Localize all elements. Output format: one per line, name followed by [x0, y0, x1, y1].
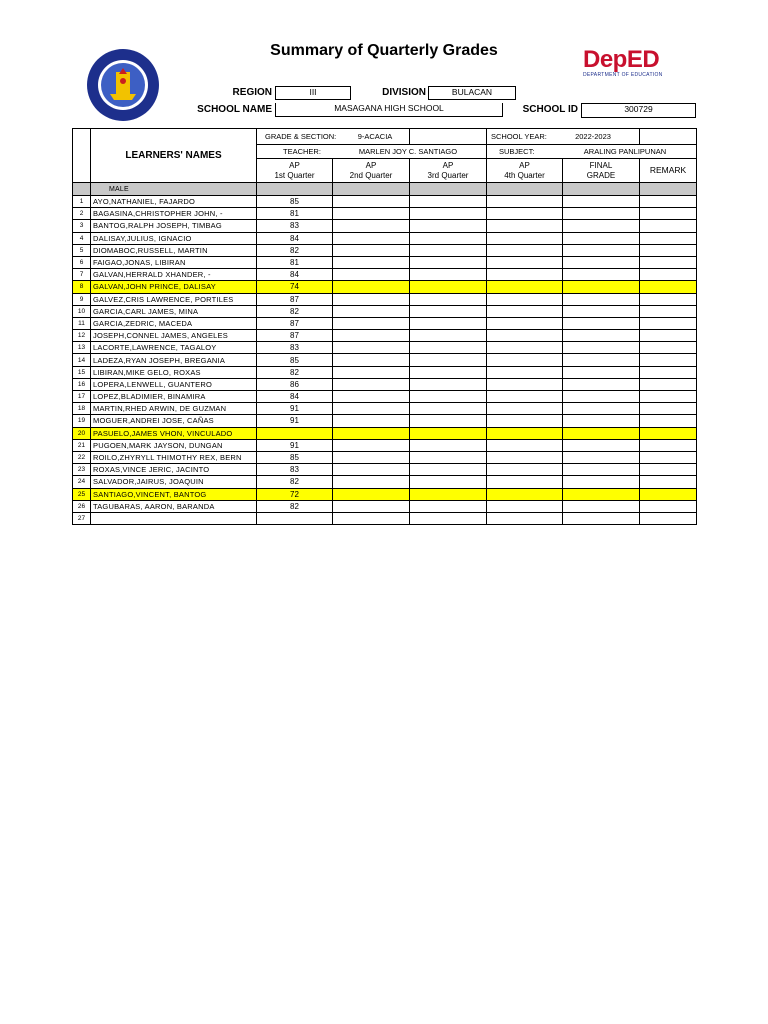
learner-name: ROILO,ZHYRYLL THIMOTHY REX, BERN — [91, 451, 257, 463]
q2-grade — [333, 293, 410, 305]
q4-grade — [487, 256, 563, 268]
q2-grade — [333, 354, 410, 366]
table-row — [73, 464, 697, 476]
q3-grade — [410, 256, 487, 268]
final-grade — [563, 403, 640, 415]
grade-section-label: GRADE & SECTION: — [265, 132, 337, 141]
final-grade-header — [563, 159, 640, 183]
final-grade — [563, 305, 640, 317]
learner-name: LOPERA,LENWELL, GUANTERO — [91, 378, 257, 390]
learner-name: LACORTE,LAWRENCE, TAGALOY — [91, 342, 257, 354]
remark — [640, 439, 697, 451]
row-number: 18 — [73, 403, 91, 415]
row-number: 20 — [73, 427, 91, 439]
q1-grade: 85 — [257, 196, 333, 208]
remark — [640, 330, 697, 342]
q3-header — [410, 159, 487, 183]
q4-grade — [487, 366, 563, 378]
deped-logo: DepED DEPARTMENT OF EDUCATION — [583, 46, 663, 78]
q3-grade — [410, 464, 487, 476]
remark — [640, 293, 697, 305]
final-grade — [563, 427, 640, 439]
q1-grade — [257, 512, 333, 524]
learner-name: LADEZA,RYAN JOSEPH, BREGANIA — [91, 354, 257, 366]
row-number: 22 — [73, 451, 91, 463]
row-number: 1 — [73, 196, 91, 208]
table-row — [73, 232, 697, 244]
remark — [640, 196, 697, 208]
remark — [640, 281, 697, 293]
q2-grade — [333, 196, 410, 208]
q1-header-bottom: 1st Quarter — [274, 170, 315, 180]
q1-grade: 84 — [257, 391, 333, 403]
region-label: REGION — [232, 87, 272, 98]
q4-header-bottom: 4th Quarter — [504, 170, 545, 180]
male-section-label: MALE — [91, 183, 257, 196]
final-grade — [563, 500, 640, 512]
learner-name: AYO,NATHANIEL, FAJARDO — [91, 196, 257, 208]
q2-grade — [333, 403, 410, 415]
row-number: 8 — [73, 281, 91, 293]
q4-grade — [487, 293, 563, 305]
row-number: 6 — [73, 256, 91, 268]
subject-cell — [487, 145, 697, 159]
learner-name: FAIGAO,JONAS, LIBIRAN — [91, 256, 257, 268]
remark — [640, 464, 697, 476]
q3-grade — [410, 293, 487, 305]
grades-table — [72, 128, 697, 525]
q4-grade — [487, 269, 563, 281]
row-number: 7 — [73, 269, 91, 281]
row-number: 2 — [73, 208, 91, 220]
remark — [640, 354, 697, 366]
table-row — [73, 244, 697, 256]
final-grade-header-bottom: GRADE — [586, 170, 616, 180]
row-number: 26 — [73, 500, 91, 512]
table-row — [73, 488, 697, 500]
q2-grade — [333, 232, 410, 244]
final-grade-header-top: FINAL — [589, 161, 613, 170]
q3-grade — [410, 500, 487, 512]
q4-grade — [487, 354, 563, 366]
subject-value: ARALING PANLIPUNAN — [583, 147, 667, 156]
table-row — [73, 293, 697, 305]
q1-grade: 74 — [257, 281, 333, 293]
table-row — [73, 500, 697, 512]
q4-grade — [487, 330, 563, 342]
male-cell — [410, 183, 487, 196]
male-cell — [257, 183, 333, 196]
q2-header — [333, 159, 410, 183]
q3-grade — [410, 317, 487, 329]
table-row — [73, 342, 697, 354]
final-grade — [563, 476, 640, 488]
remark — [640, 403, 697, 415]
q1-grade: 85 — [257, 354, 333, 366]
row-number: 3 — [73, 220, 91, 232]
q4-grade — [487, 439, 563, 451]
learner-name: SALVADOR,JAIRUS, JOAQUIN — [91, 476, 257, 488]
learner-name: DIOMABOC,RUSSELL, MARTIN — [91, 244, 257, 256]
row-number: 23 — [73, 464, 91, 476]
q3-grade — [410, 269, 487, 281]
q2-grade — [333, 208, 410, 220]
q4-grade — [487, 342, 563, 354]
table-row — [73, 366, 697, 378]
learner-name: SANTIAGO,VINCENT, BANTOG — [91, 488, 257, 500]
q4-grade — [487, 415, 563, 427]
remark-header: REMARK — [640, 159, 697, 183]
row-number: 16 — [73, 378, 91, 390]
remark — [640, 305, 697, 317]
row-number: 5 — [73, 244, 91, 256]
remark — [640, 244, 697, 256]
table-row — [73, 330, 697, 342]
q1-grade: 82 — [257, 305, 333, 317]
q2-grade — [333, 427, 410, 439]
q1-grade: 86 — [257, 378, 333, 390]
final-grade — [563, 366, 640, 378]
learner-name: DALISAY,JULIUS, IGNACIO — [91, 232, 257, 244]
q2-header-bottom: 2nd Quarter — [349, 170, 393, 180]
male-number-cell — [73, 183, 91, 196]
q4-grade — [487, 305, 563, 317]
row-number: 27 — [73, 512, 91, 524]
row-number: 21 — [73, 439, 91, 451]
school-name-label: SCHOOL NAME — [197, 104, 272, 115]
q2-grade — [333, 220, 410, 232]
table-row — [73, 256, 697, 268]
final-grade — [563, 378, 640, 390]
learners-names-header: LEARNERS' NAMES — [91, 129, 257, 183]
final-grade — [563, 220, 640, 232]
q1-grade: 85 — [257, 451, 333, 463]
q3-grade — [410, 439, 487, 451]
remark — [640, 342, 697, 354]
table-row — [73, 269, 697, 281]
table-row — [73, 305, 697, 317]
remark — [640, 220, 697, 232]
learner-name: BAGASINA,CHRISTOPHER JOHN, - — [91, 208, 257, 220]
learner-name: TAGUBARAS, AARON, BARANDA — [91, 500, 257, 512]
q3-grade — [410, 476, 487, 488]
row-number: 17 — [73, 391, 91, 403]
final-grade — [563, 244, 640, 256]
q2-grade — [333, 366, 410, 378]
grade-section-cell — [257, 129, 410, 145]
q1-grade: 84 — [257, 232, 333, 244]
q4-grade — [487, 378, 563, 390]
learner-name: PASUELO,JAMES VHON, VINCULADO — [91, 427, 257, 439]
table-row — [73, 378, 697, 390]
q4-grade — [487, 391, 563, 403]
q2-grade — [333, 464, 410, 476]
deped-seal-icon — [86, 48, 160, 122]
learner-name: MARTIN,RHED ARWIN, DE GUZMAN — [91, 403, 257, 415]
q1-grade: 91 — [257, 415, 333, 427]
q3-grade — [410, 403, 487, 415]
remark — [640, 366, 697, 378]
learner-name: ROXAS,VINCE JERIC, JACINTO — [91, 464, 257, 476]
school-year-label: SCHOOL YEAR: — [491, 132, 547, 141]
q4-grade — [487, 281, 563, 293]
q3-grade — [410, 208, 487, 220]
table-row — [73, 317, 697, 329]
q4-grade — [487, 451, 563, 463]
remark — [640, 378, 697, 390]
final-grade — [563, 415, 640, 427]
final-grade — [563, 354, 640, 366]
table-row — [73, 439, 697, 451]
q3-grade — [410, 232, 487, 244]
q1-grade — [257, 427, 333, 439]
school-year-value: 2022-2023 — [575, 132, 611, 141]
q3-grade — [410, 391, 487, 403]
q1-grade: 84 — [257, 269, 333, 281]
learner-name: LOPEZ,BLADIMIER, BINAMIRA — [91, 391, 257, 403]
table-row — [73, 476, 697, 488]
remark — [640, 451, 697, 463]
subject-label: SUBJECT: — [499, 147, 535, 156]
q4-grade — [487, 403, 563, 415]
q4-grade — [487, 208, 563, 220]
table-row — [73, 354, 697, 366]
remark — [640, 391, 697, 403]
row-number: 12 — [73, 330, 91, 342]
q4-grade — [487, 232, 563, 244]
final-grade — [563, 256, 640, 268]
q3-grade — [410, 451, 487, 463]
grade-section-filler — [410, 129, 487, 145]
school-id-label: SCHOOL ID — [522, 104, 578, 115]
q1-grade: 82 — [257, 500, 333, 512]
learner-name: PUGOEN,MARK JAYSON, DUNGAN — [91, 439, 257, 451]
row-number: 25 — [73, 488, 91, 500]
q2-grade — [333, 512, 410, 524]
row-number: 24 — [73, 476, 91, 488]
teacher-cell — [257, 145, 487, 159]
q2-grade — [333, 476, 410, 488]
q4-grade — [487, 476, 563, 488]
q2-grade — [333, 415, 410, 427]
q2-header-top: AP — [365, 161, 377, 170]
q1-grade: 83 — [257, 220, 333, 232]
school-id-value: 300729 — [581, 103, 696, 118]
learner-name: GALVAN,HERRALD XHANDER, - — [91, 269, 257, 281]
q2-grade — [333, 378, 410, 390]
q3-grade — [410, 415, 487, 427]
learner-name: GALVEZ,CRIS LAWRENCE, PORTILES — [91, 293, 257, 305]
q4-grade — [487, 196, 563, 208]
number-header-cell — [73, 129, 91, 183]
remark — [640, 269, 697, 281]
q2-grade — [333, 451, 410, 463]
final-grade — [563, 208, 640, 220]
learner-name: MOGUER,ANDREI JOSE, CAÑAS — [91, 415, 257, 427]
q3-grade — [410, 354, 487, 366]
teacher-value: MARLEN JOY C. SANTIAGO — [358, 147, 458, 156]
remark — [640, 208, 697, 220]
q4-grade — [487, 244, 563, 256]
school-year-cell — [487, 129, 640, 145]
q3-grade — [410, 488, 487, 500]
q4-grade — [487, 427, 563, 439]
grade-section-value: 9-ACACIA — [357, 132, 393, 141]
q1-grade: 91 — [257, 403, 333, 415]
row-number: 10 — [73, 305, 91, 317]
learner-name — [91, 512, 257, 524]
q1-grade: 87 — [257, 330, 333, 342]
final-grade — [563, 342, 640, 354]
q4-header-top: AP — [519, 161, 530, 170]
q2-grade — [333, 317, 410, 329]
male-cell — [333, 183, 410, 196]
table-row — [73, 451, 697, 463]
table-row — [73, 220, 697, 232]
q2-grade — [333, 500, 410, 512]
page-title: Summary of Quarterly Grades — [270, 42, 498, 59]
q4-grade — [487, 500, 563, 512]
q3-header-bottom: 3rd Quarter — [427, 170, 469, 180]
final-grade — [563, 464, 640, 476]
remark — [640, 256, 697, 268]
q1-header — [257, 159, 333, 183]
table-row — [73, 196, 697, 208]
q2-grade — [333, 342, 410, 354]
q3-grade — [410, 244, 487, 256]
q1-grade: 87 — [257, 317, 333, 329]
row-number: 13 — [73, 342, 91, 354]
row-number: 11 — [73, 317, 91, 329]
q2-grade — [333, 391, 410, 403]
table-row — [73, 208, 697, 220]
final-grade — [563, 269, 640, 281]
q1-grade: 82 — [257, 366, 333, 378]
q1-grade: 82 — [257, 476, 333, 488]
division-label: DIVISION — [382, 87, 426, 98]
table-row — [73, 391, 697, 403]
final-grade — [563, 293, 640, 305]
q1-grade: 72 — [257, 488, 333, 500]
q3-grade — [410, 378, 487, 390]
male-cell — [487, 183, 563, 196]
q1-grade: 83 — [257, 342, 333, 354]
q1-grade: 91 — [257, 439, 333, 451]
q2-grade — [333, 439, 410, 451]
final-grade — [563, 330, 640, 342]
q4-grade — [487, 464, 563, 476]
school-name-value: MASAGANA HIGH SCHOOL — [275, 103, 503, 117]
q3-grade — [410, 281, 487, 293]
learner-name: GARCIA,ZEDRIC, MACEDA — [91, 317, 257, 329]
q2-grade — [333, 488, 410, 500]
region-value: III — [275, 86, 351, 100]
q1-grade: 87 — [257, 293, 333, 305]
q2-grade — [333, 244, 410, 256]
learner-name: JOSEPH,CONNEL JAMES, ANGELES — [91, 330, 257, 342]
row-number: 15 — [73, 366, 91, 378]
final-grade — [563, 317, 640, 329]
q3-grade — [410, 196, 487, 208]
male-cell — [563, 183, 640, 196]
q3-grade — [410, 305, 487, 317]
q4-grade — [487, 317, 563, 329]
remark — [640, 500, 697, 512]
q4-grade — [487, 512, 563, 524]
final-grade — [563, 196, 640, 208]
school-year-filler — [640, 129, 697, 145]
row-number: 9 — [73, 293, 91, 305]
final-grade — [563, 512, 640, 524]
remark — [640, 488, 697, 500]
q2-grade — [333, 281, 410, 293]
q3-grade — [410, 427, 487, 439]
remark — [640, 317, 697, 329]
q3-grade — [410, 512, 487, 524]
row-number: 4 — [73, 232, 91, 244]
q1-grade: 81 — [257, 256, 333, 268]
remark — [640, 476, 697, 488]
q4-grade — [487, 488, 563, 500]
final-grade — [563, 391, 640, 403]
final-grade — [563, 281, 640, 293]
row-number: 14 — [73, 354, 91, 366]
learner-name: GALVAN,JOHN PRINCE, DALISAY — [91, 281, 257, 293]
final-grade — [563, 451, 640, 463]
table-row — [73, 415, 697, 427]
q3-grade — [410, 220, 487, 232]
q1-grade: 83 — [257, 464, 333, 476]
remark — [640, 232, 697, 244]
q3-grade — [410, 366, 487, 378]
q4-grade — [487, 220, 563, 232]
teacher-label: TEACHER: — [283, 147, 321, 156]
table-row — [73, 403, 697, 415]
row-number: 19 — [73, 415, 91, 427]
learner-name: BANTOG,RALPH JOSEPH, TIMBAG — [91, 220, 257, 232]
q1-header-top: AP — [289, 161, 300, 170]
q1-grade: 82 — [257, 244, 333, 256]
remark — [640, 512, 697, 524]
q3-grade — [410, 330, 487, 342]
q4-header — [487, 159, 563, 183]
final-grade — [563, 488, 640, 500]
remark — [640, 427, 697, 439]
table-row — [73, 427, 697, 439]
q3-grade — [410, 342, 487, 354]
q2-grade — [333, 256, 410, 268]
final-grade — [563, 232, 640, 244]
q3-header-top: AP — [442, 161, 454, 170]
division-value: BULACAN — [428, 86, 516, 100]
learner-name: GARCIA,CARL JAMES, MINA — [91, 305, 257, 317]
final-grade — [563, 439, 640, 451]
q2-grade — [333, 305, 410, 317]
q2-grade — [333, 330, 410, 342]
male-cell — [640, 183, 697, 196]
table-row — [73, 512, 697, 524]
q1-grade: 81 — [257, 208, 333, 220]
learner-name: LIBIRAN,MIKE GELO, ROXAS — [91, 366, 257, 378]
table-row — [73, 281, 697, 293]
remark — [640, 415, 697, 427]
q2-grade — [333, 269, 410, 281]
